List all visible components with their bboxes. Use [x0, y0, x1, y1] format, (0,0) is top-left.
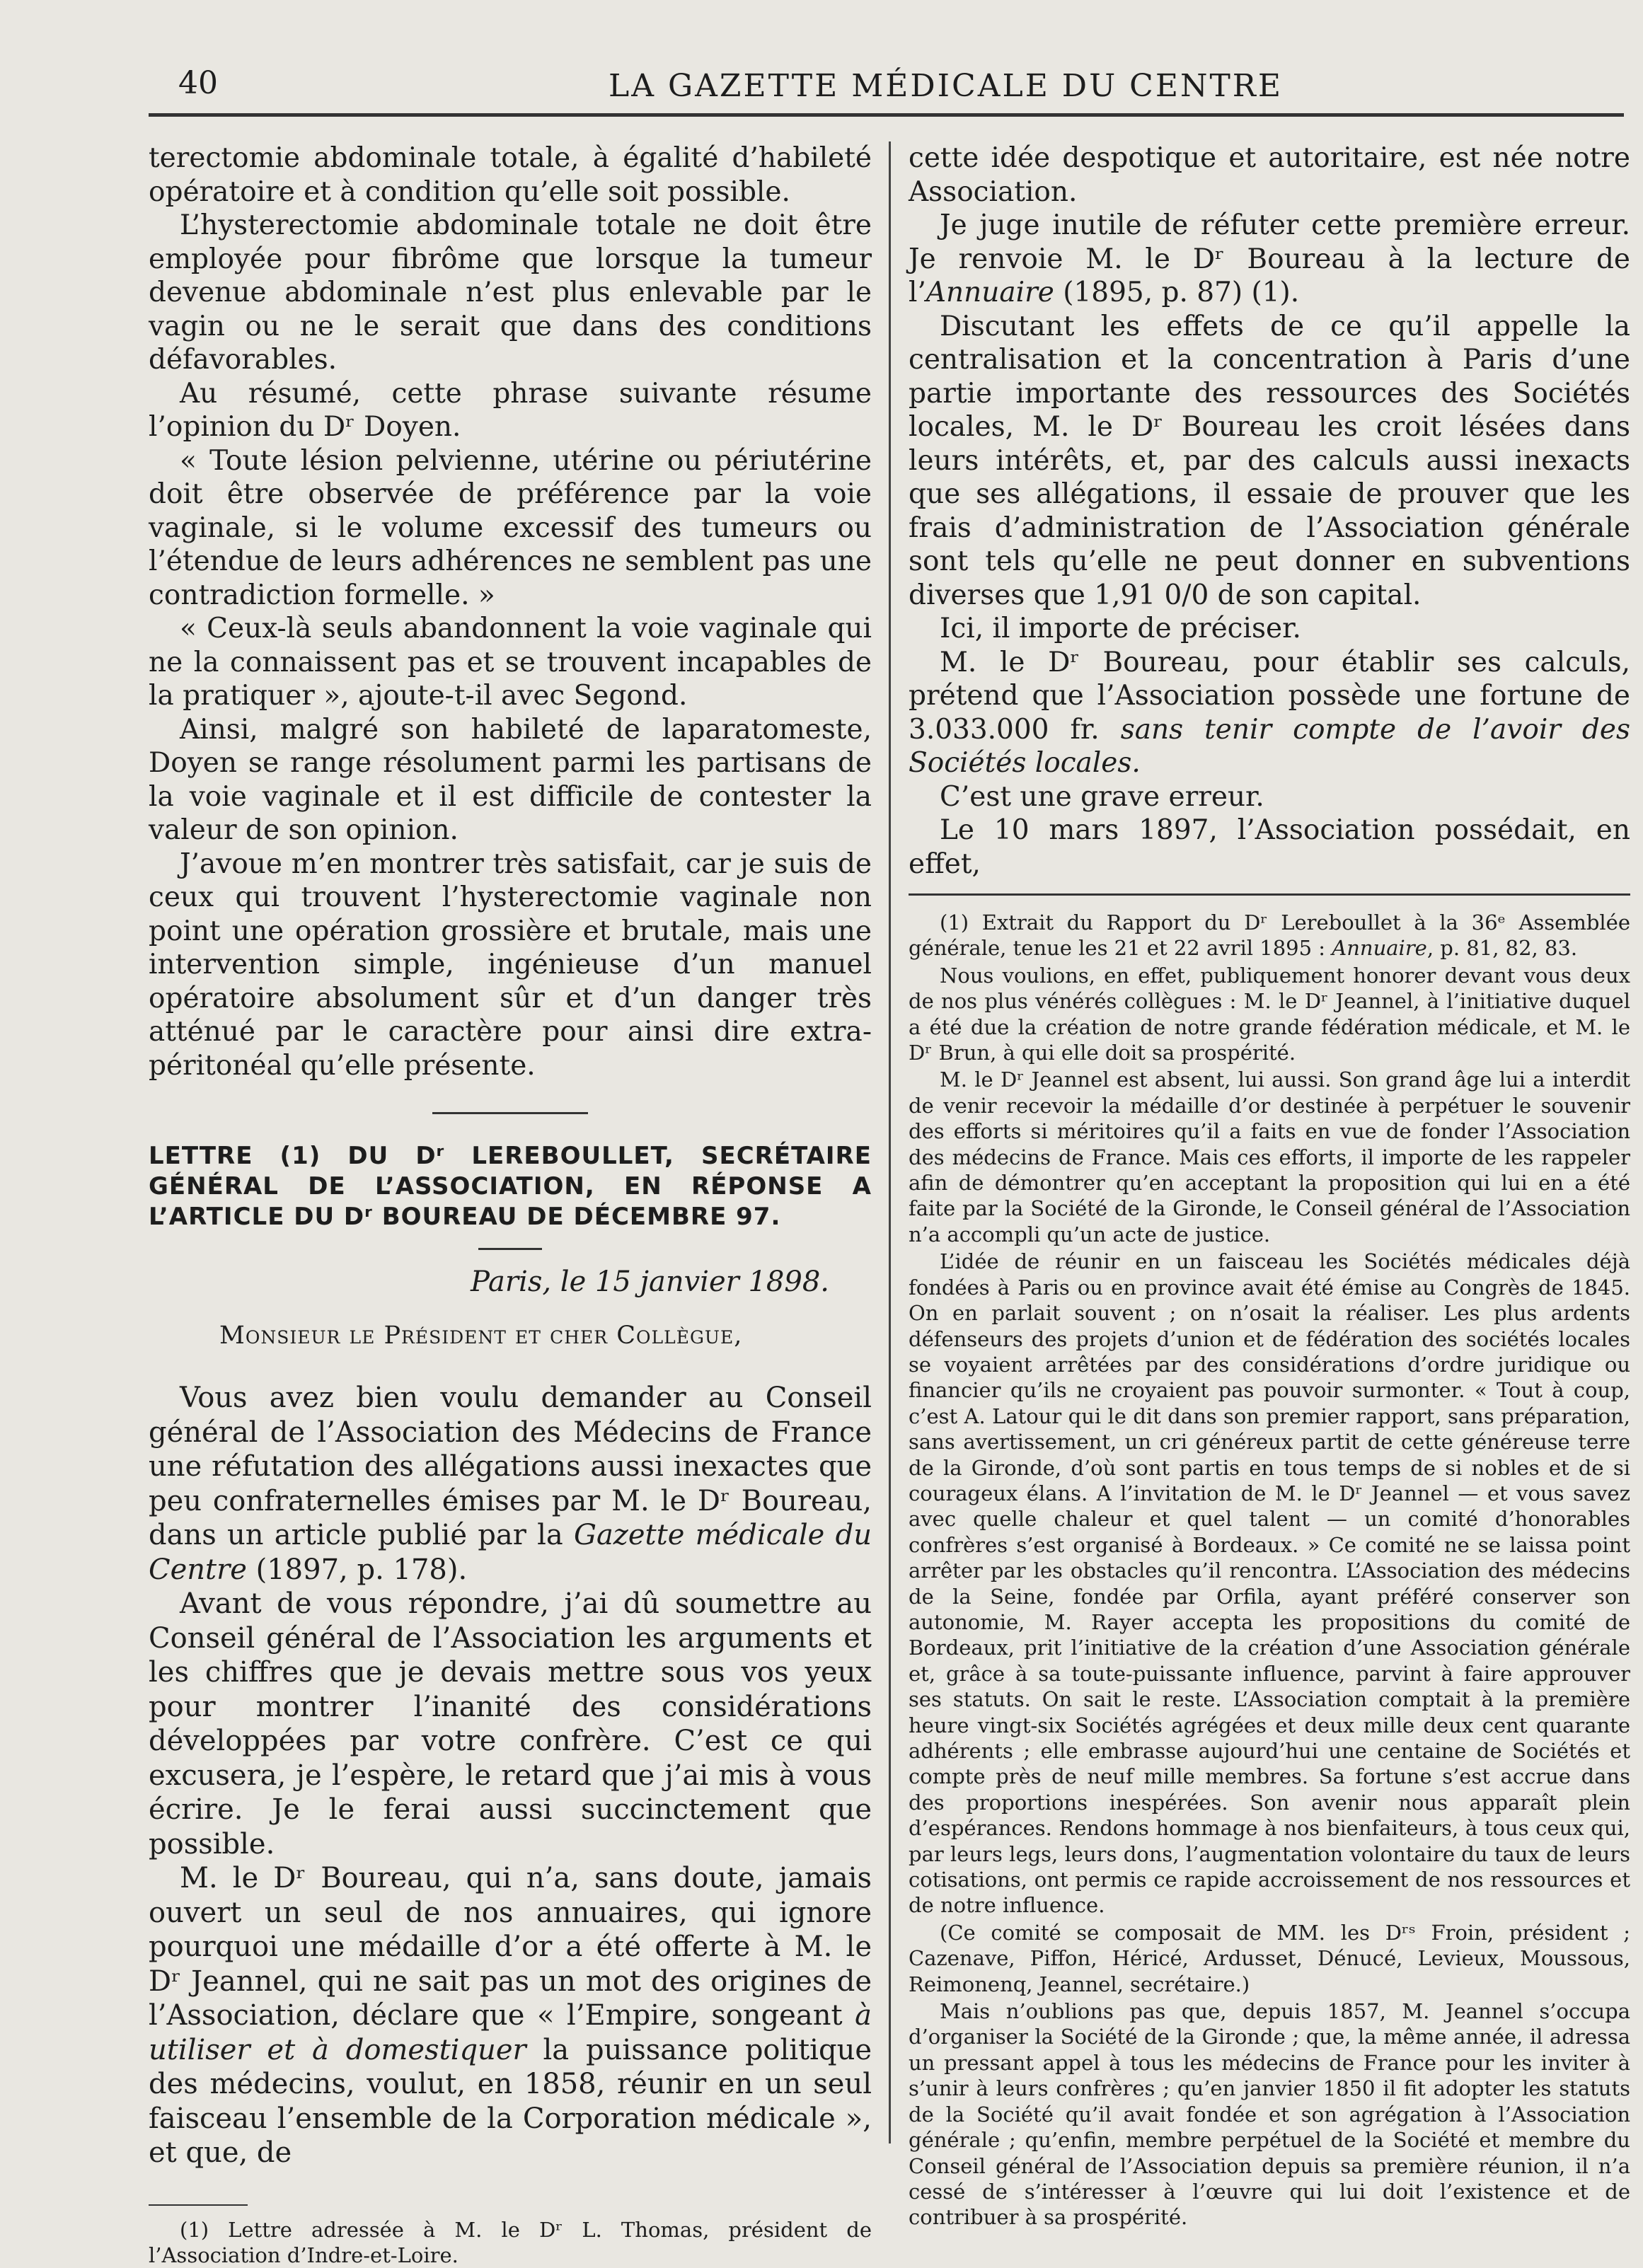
header-rule — [149, 113, 1624, 117]
footnote: Nous voulions, en effet, publiquement honorer devant vous deux de nos plus vénérés collègues : M. le Dʳ Jeannel, à l’initiative duquel a été due la création de notre grande fédération médicale, et M. le Dʳ Brun, à qui elle doit sa prospérité. — [909, 963, 1630, 1066]
column-divider — [889, 141, 891, 2143]
paragraph: Ainsi, malgré son habileté de laparatomeste, Doyen se range résolument parmi les partisans de la voie vaginale et il est difficile de contester la valeur de son opinion. — [149, 713, 872, 847]
footnote: L’idée de réunir en un faisceau les Sociétés médicales déjà fondées à Paris ou en province avait été émise au Congrès de 1845. On en parlait souvent ; on n’osait la réaliser. Les plus ardents défenseurs des projets d’union et de fédération des sociétés locales se voyaient arrêtées par des considérations d’ordre juridique ou financier qu’ils ne croyaient pas pouvoir surmonter. « Tout à coup, c’est A. Latour qui le dit dans son premier rapport, sans préparation, sans avertissement, un cri généreux partit de cette généreuse terre de la Gironde, d’où sont partis en tous temps de si nobles et de si courageux élans. A l’invitation de M. le Dʳ Jeannel — et vous savez avec quelle chaleur et quel talent — un comité d’honorables confrères s’est organisé à Bordeaux. » Ce comité ne se laissa point arrêter par les obstacles qu’il rencontra. L’Association des médecins de la Seine, fondée par Orfila, ayant préféré conserver son autonomie, M. Rayer accepta les propositions du comité de Bordeaux, prit l’initiative de la création d’une Association générale et, grâce à sa toute-puissante influence, parvint à faire approuver ses statuts. On sait le reste. L’Association comptait à la première heure vingt-six Sociétés agrégées et deux mille deux cent quarante adhérents ; elle embrasse aujourd’hui une centaine de Sociétés et compte près de neuf mille membres. Sa fortune s’est accrue dans des proportions inespérées. Son avenir nous apparaît plein d’espérances. Rendons hommage à nos bienfaiteurs, à tous ceux qui, par leurs legs, leurs dons, l’augmentation volontaire du taux de leurs cotisations, ont permis ce rapide accroissement de nos ressources et de notre influence. — [909, 1249, 1630, 1919]
annuaire-reference: Annuaire — [926, 277, 1054, 308]
paragraph: Avant de vous répondre, j’ai dû soumettre au Conseil général de l’Association les arguments et les chiffres que je devais mettre sous vos yeux pour montrer l’inanité des considérations développées par votre confrère. C’est ce qui excusera, je l’espère, le retard que j’ai mis à vous écrire. Je le ferai aussi succinctement que possible. — [149, 1587, 872, 1861]
letter-body — [149, 1381, 872, 2170]
italic-quote: à utiliser et à domestiquer — [149, 1999, 872, 2066]
paragraph: cette idée despotique et autoritaire, est née notre Association. — [909, 141, 1630, 209]
letter-heading: LETTRE (1) DU Dʳ LEREBOULLET, SECRÉTAIRE GÉNÉRAL DE L’ASSOCIATION, EN RÉPONSE A L’ARTICLE DU Dʳ BOUREAU DE DÉCEMBRE 97. — [149, 1141, 872, 1232]
footnote: M. le Dʳ Jeannel est absent, lui aussi. Son grand âge lui a interdit de venir recevoir la médaille d’or destinée à perpétuer le souvenir des efforts si méritoires qu’il a faits en vue de fonder l’Association des médecins de France. Mais ces efforts, il importe de les rappeler afin de démontrer qu’en acceptant la proposition qui lui en a été faite par la Société de la Gironde, le Conseil général de l’Association n’a accompli qu’un acte de justice. — [909, 1067, 1630, 1247]
footnote-rule — [149, 2204, 248, 2206]
paragraph: J’avoue m’en montrer très satisfait, car je suis de ceux qui trouvent l’hysterectomie vaginale non point une opération grossière et brutale, mais une intervention simple, ingénieuse d’un manuel opératoire absolument sûr et d’un danger très atténué par le caractère pour ainsi dire extra-péritonéal qu’elle présente. — [149, 847, 872, 1083]
text-run: M. le Dʳ Boureau, pour établir ses calculs, prétend que l’Association possède une fortune de 3.033.000 fr. — [909, 647, 1630, 746]
text-run: (1897, p. 178). — [256, 1554, 468, 1586]
text-run: M. le Dʳ Boureau, qui n’a, sans doute, jamais ouvert un seul de nos annuaires, qui ignore pourquoi une médaille d’or a été offerte à M. le Dʳ Jeannel, qui ne sait pas un mot des origines de l’Association, déclare que « l’Empire, songeant — [149, 1862, 872, 2032]
footnote-rule — [909, 893, 1630, 896]
text-run: la puissance politique des médecins, voulut, en 1858, réunir en un seul faisceau l’ensemble de la Corporation médicale », et que, de — [149, 2034, 872, 2170]
italic-phrase: sans tenir compte de l’avoir des Sociétés locales. — [909, 714, 1630, 780]
paragraph — [149, 1861, 872, 2170]
footnote: Mais n’oublions pas que, depuis 1857, M. Jeannel s’occupa d’organiser la Société de la Gironde ; que, la même année, il adressa un pressant appel à tous les médecins de France pour les inviter à s’unir à leurs confrères ; qu’en janvier 1850 il fit adopter les statuts de la Société qu’il avait fondée et son agrégation à l’Association générale ; qu’enfin, membre perpétuel de la Société et membre du Conseil général de l’Association depuis sa première réunion, il n’a cessé de s’intéresser à l’œuvre qui lui doit l’existence et de contribuer à sa prospérité. — [909, 1998, 1630, 2231]
paragraph — [909, 646, 1630, 780]
dateline: Paris, le 15 janvier 1898. — [149, 1266, 829, 1300]
heading-separator — [478, 1248, 542, 1250]
footnote: (1) Lettre adressée à M. le Dʳ L. Thomas, président de l’Association d’Indre-et-Loire. — [149, 2217, 872, 2268]
right-column — [909, 141, 1630, 2232]
section-separator — [432, 1112, 588, 1114]
paragraph: Le 10 mars 1897, l’Association possédait, en effet, — [909, 814, 1630, 881]
left-column — [149, 141, 872, 2268]
journal-reference: Gazette médicale du Centre — [149, 1519, 872, 1586]
text-run: , p. 81, 82, 83. — [1427, 936, 1577, 960]
paragraph: Discutant les effets de ce qu’il appelle la centralisation et la concentration à Paris d’une partie importante des ressources des Sociétés locales, M. le Dʳ Boureau les croit lésées dans leurs intérêts, et, par des calculs aussi inexacts que ses allégations, il essaie de prouver que les frais d’administration de l’Association générale sont tels qu’elle ne peut donner en subventions diverses que 1,91 0/0 de son capital. — [909, 310, 1630, 613]
text-run: Je juge inutile de réfuter cette première erreur. Je renvoie M. le Dʳ Boureau à la lecture de l’ — [909, 209, 1630, 308]
footnote: (Ce comité se composait de MM. les Dʳˢ Froin, président ; Cazenave, Piffon, Héricé, Ardusset, Dénucé, Levieux, Moussous, Reimonenq, Jeannel, secrétaire.) — [909, 1920, 1630, 1997]
salutation: Monsieur le Président et cher Collègue, — [219, 1319, 872, 1353]
annuaire-reference: Annuaire — [1332, 936, 1427, 960]
journal-title: LA GAZETTE MÉDICALE DU CENTRE — [609, 68, 1283, 104]
paragraph: « Toute lésion pelvienne, utérine ou périutérine doit être observée de préférence par la voie vaginale, si le volume excessif des tumeurs ou l’étendue de leurs adhérences ne semblent pas une contradiction formelle. » — [149, 444, 872, 613]
page-number: 40 — [178, 65, 218, 101]
paragraph: terectomie abdominale totale, à égalité d’habileté opératoire et à condition qu’elle soit possible. — [149, 141, 872, 209]
paragraph: « Ceux-là seuls abandonnent la voie vaginale qui ne la connaissent pas et se trouvent incapables de la pratiquer », ajoute-t-il avec Segond. — [149, 612, 872, 713]
paragraph: C’est une grave erreur. — [909, 780, 1630, 814]
paragraph: Ici, il importe de préciser. — [909, 612, 1630, 646]
text-run: (1) Extrait du Rapport du Dʳ Lereboullet à la 36ᵉ Assemblée générale, tenue les 21 et 22 avril 1895 : — [909, 910, 1630, 960]
paragraph — [149, 1381, 872, 1587]
footnotes-left — [149, 2217, 872, 2268]
text-run: (1895, p. 87) (1). — [1063, 277, 1299, 308]
footnotes-right — [909, 910, 1630, 2231]
paragraph — [909, 209, 1630, 310]
paragraph: L’hysterectomie abdominale totale ne doit être employée pour fibrôme que lorsque la tumeur devenue abdominale n’est plus enlevable par le vagin ou ne le serait que dans des conditions défavorables. — [149, 209, 872, 377]
paragraph: Au résumé, cette phrase suivante résume l’opinion du Dʳ Doyen. — [149, 377, 872, 444]
footnote — [909, 910, 1630, 961]
text-run: Vous avez bien voulu demander au Conseil général de l’Association des Médecins de France une réfutation des allégations aussi inexactes que peu confraternelles émises par M. le Dʳ Boureau, dans un article publié par la — [149, 1382, 872, 1551]
